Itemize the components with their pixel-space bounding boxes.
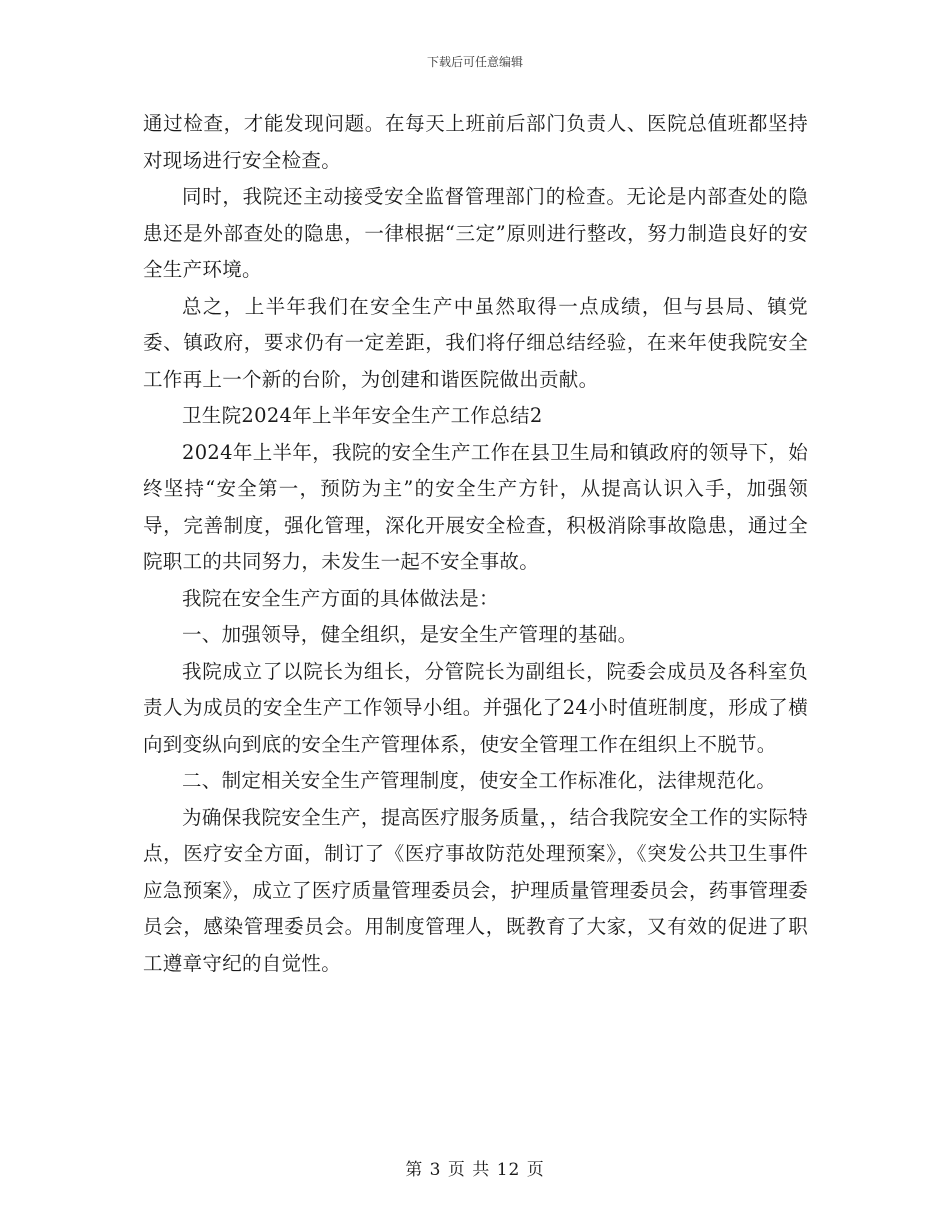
paragraph: 2024年上半年，我院的安全生产工作在县卫生局和镇政府的领导下，始终坚持“安全第一，预防为主”的安全生产方针，从提高认识入手，加强领导，完善制度，强化管理，深化开展安全检查，积极消除事故隐患，通过全院职工的共同努力，未发生一起不安全事故。: [143, 440, 808, 573]
page-footer: 第 3 页 共 12 页: [405, 1160, 545, 1180]
page-header: 下载后可任意编辑: [426, 55, 523, 69]
paragraph: 为确保我院安全生产，提高医疗服务质量，，结合我院安全工作的实际特点，医疗安全方面，制订了《医疗事故防范处理预案》，《突发公共卫生事件应急预案》，成立了医疗质量管理委员会，护理质量管理委员会，药事管理委员会，感染管理委员会。用制度管理人，既教育了大家，又有效的促进了职工遵章守纪的自觉性。: [143, 805, 808, 975]
subheading: 二、制定相关安全生产管理制度，使安全工作标准化，法律规范化。: [182, 769, 777, 792]
paragraph-continuation: 通过检查，才能发现问题。在每天上班前后部门负责人、医院总值班都坚持对现场进行安全检查。: [143, 112, 808, 172]
paragraph: 我院在安全生产方面的具体做法是：: [182, 586, 499, 610]
paragraph: 总之，上半年我们在安全生产中虽然取得一点成绩，但与县局、镇党委、镇政府，要求仍有一定差距，我们将仔细总结经验，在来年使我院安全工作再上一个新的台阶，为创建和谐医院做出贡献。: [143, 294, 808, 391]
paragraph: 同时，我院还主动接受安全监督管理部门的检查。无论是内部查处的隐患还是外部查处的隐患，一律根据“三定”原则进行整改，努力制造良好的安全生产环境。: [143, 185, 808, 281]
paragraph: 我院成立了以院长为组长，分管院长为副组长，院委会成员及各科室负责人为成员的安全生产工作领导小组。并强化了24小时值班制度，形成了横向到变纵向到底的安全生产管理体系，使安全管理工作在组织上不脱节。: [143, 659, 808, 756]
subheading: 一、加强领导，健全组织，是安全生产管理的基础。: [182, 623, 638, 646]
document-body: [143, 106, 808, 982]
section-title: 卫生院2024年上半年安全生产工作总结2: [182, 404, 543, 427]
